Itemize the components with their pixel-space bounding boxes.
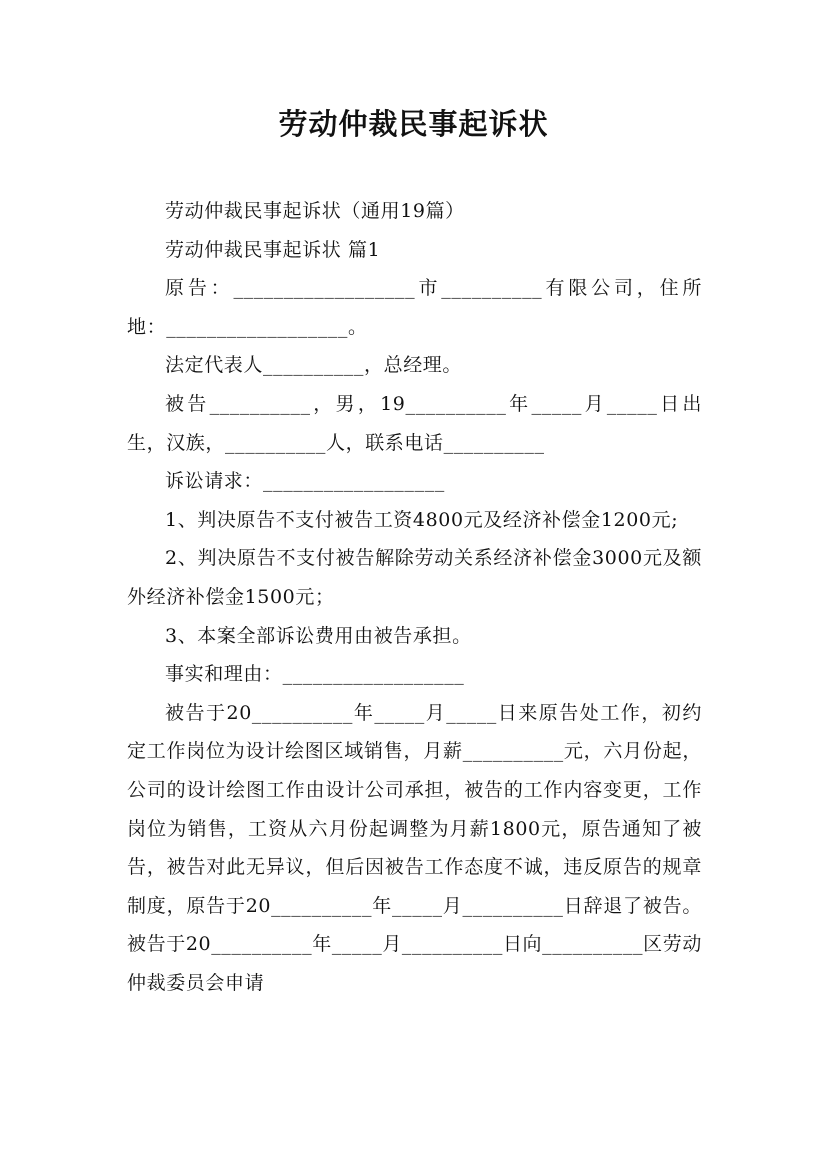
document-title: 劳动仲裁民事起诉状	[278, 107, 549, 141]
paragraph-section-heading: 劳动仲裁民事起诉状 篇1	[165, 238, 381, 261]
paragraph-facts: 被告于20__________年_____月_____日来原告处工作，初约定工作岗位为设计绘图区域销售，月薪__________元，六月份起，公司的设计绘图工作由设计公司承担，被告的工作内容变更，工作岗位为销售，工资从六月份起调整为月薪1800元，原告通知了被告，被告对此无异议，但后因被告工作态度不诚，违反原告的规章制度，原告于20__________年_____月__________日辞退了被告。被告于20__________年_____月__________日向__________区劳动仲裁委员会申请	[127, 701, 702, 994]
paragraph-subtitle: 劳动仲裁民事起诉状（通用19篇）	[165, 200, 465, 222]
paragraph-defendant: 被告__________，男，19__________年_____月_____日出生，汉族，__________人，联系电话__________	[127, 392, 702, 454]
paragraph-plaintiff: 原告：__________________市__________有限公司，住所地：__________________。	[127, 277, 702, 338]
paragraph-claims-heading: 诉讼请求：__________________	[165, 470, 445, 493]
paragraph-legal-representative: 法定代表人__________，总经理。	[165, 354, 463, 377]
paragraph-claim-1: 1、判决原告不支付被告工资4800元及经济补偿金1200元;	[165, 508, 679, 531]
paragraph-claim-2: 2、判决原告不支付被告解除劳动关系经济补偿金3000元及额外经济补偿金1500元；	[127, 547, 702, 608]
paragraph-facts-heading: 事实和理由：__________________	[165, 663, 465, 686]
document-body	[127, 192, 702, 1002]
paragraph-claim-3: 3、本案全部诉讼费用由被告承担。	[165, 624, 472, 647]
